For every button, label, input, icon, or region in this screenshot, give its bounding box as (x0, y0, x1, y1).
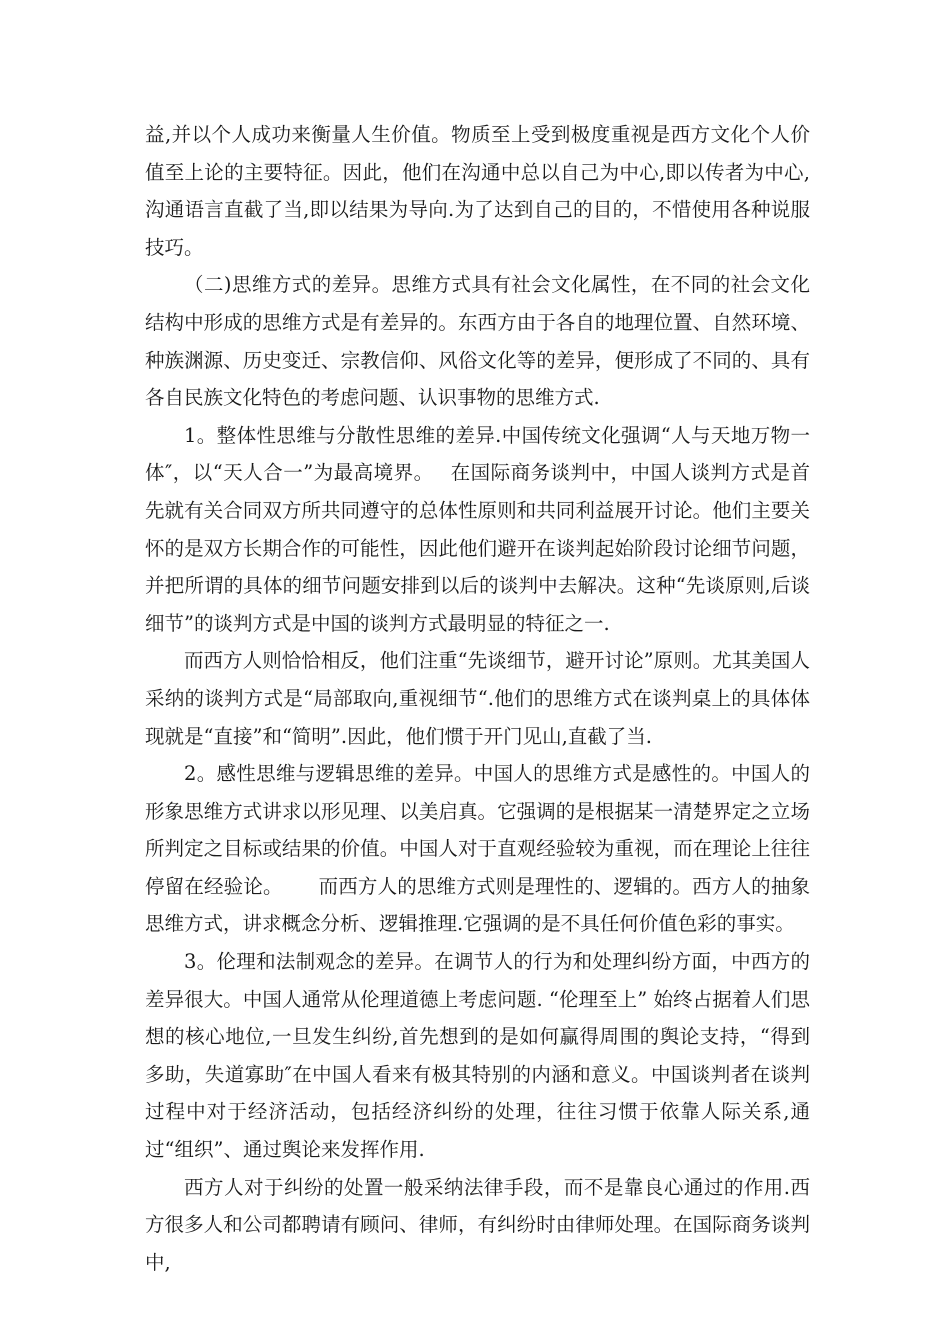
paragraph-continuation: 益,并以个人成功来衡量人生价值。物质至上受到极度重视是西方文化个人价值至上论的主要特征。因此，他们在沟通中总以自己为中心,即以传者为中心,沟通语言直截了当,即以结果为导向.为了达到自己的目的，不惜使用各种说服技巧。 (145, 123, 810, 259)
paragraph-ethics-law: 3。伦理和法制观念的差异。在调节人的行为和处理纠纷方面，中西方的差异很大。中国人通常从伦理道德上考虑问题. “伦理至上” 始终占据着人们思想的核心地位,一旦发生纠纷,首先想到的是如何赢得周围的舆论支持，“得到多助，失道寡助″在中国人看来有极其特别的内涵和意义。中国谈判者在谈判过程中对于经济活动，包括经济纠纷的处理，往往习惯于依靠人际关系,通过“组织”、通过舆论来发挥作用. (145, 950, 810, 1162)
paragraph-thinking-differences: （二)思维方式的差异。思维方式具有社会文化属性，在不同的社会文化结构中形成的思维方式是有差异的。东西方由于各自的地理位置、自然环境、种族渊源、历史变迁、宗教信仰、风俗文化等的差异，便形成了不同的、具有各自民族文化特色的考虑问题、认识事物的思维方式. (145, 273, 810, 410)
paragraph-perceptual-logical: 2。感性思维与逻辑思维的差异。中国人的思维方式是感性的。中国人的形象思维方式讲求以形见理、以美启真。它强调的是根据某一清楚界定之立场所判定之目标或结果的价值。中国人对于直观经验较为重视，而在理论上往往停留在经验论。 而西方人的思维方式则是理性的、逻辑的。西方人的抽象思维方式，讲求概念分析、逻辑推理.它强调的是不具任何价值色彩的事实。 (145, 762, 810, 936)
paragraph-western-legal: 西方人对于纠纷的处置一般采纳法律手段，而不是靠良心通过的作用.西方很多人和公司都聘请有顾问、律师，有纠纷时由律师处理。在国际商务谈判中, (145, 1175, 810, 1274)
paragraph-holistic-thinking: 1。整体性思维与分散性思维的差异.中国传统文化强调“人与天地万物一体″，以“天人合一”为最高境界。 在国际商务谈判中，中国人谈判方式是首先就有关合同双方所共同遵守的总体性原则和共同利益展开讨论。他们主要关怀的是双方长期合作的可能性，因此他们避开在谈判起始阶段讨论细节问题，并把所谓的具体的细节问题安排到以后的谈判中去解决。这种“先谈原则,后谈细节”的谈判方式是中国的谈判方式最明显的特征之一. (145, 423, 810, 635)
document-body (145, 116, 810, 1281)
paragraph-western-detail: 而西方人则恰恰相反，他们注重“先谈细节，避开讨论”原则。尤其美国人采纳的谈判方式是“局部取向,重视细节“.他们的思维方式在谈判桌上的具体体现就是“直接”和“简明”.因此，他们惯于开门见山,直截了当. (145, 649, 810, 748)
